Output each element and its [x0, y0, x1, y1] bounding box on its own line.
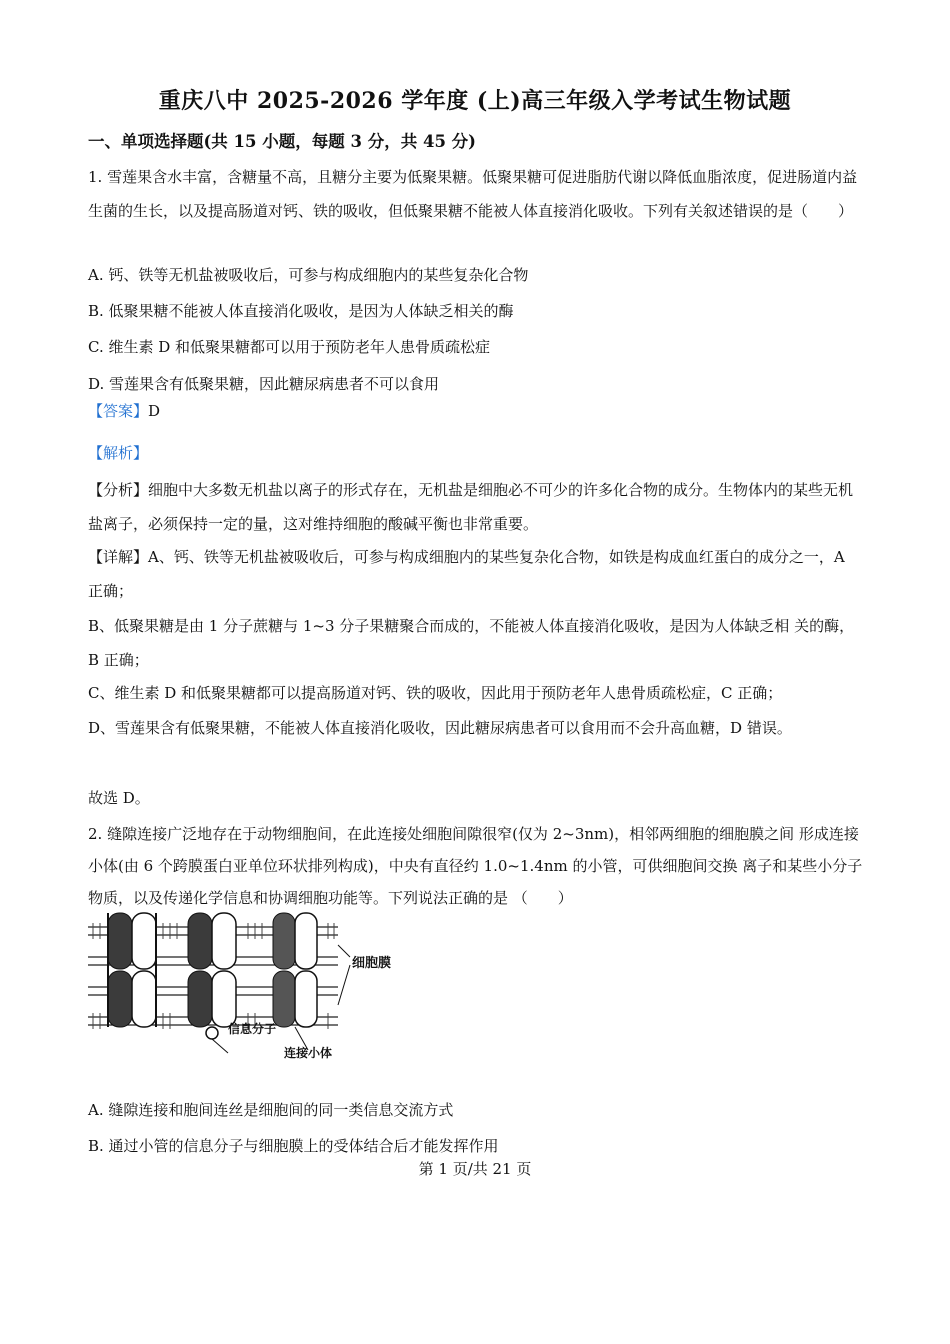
question-1-option-d: D. 雪莲果含有低聚果糖，因此糖尿病患者不可以食用: [88, 375, 440, 393]
fenxi-paragraph: [88, 473, 863, 541]
page-title: 重庆八中 2025-2026 学年度 (上)高三年级入学考试生物试题: [158, 88, 792, 114]
answer-value: D: [148, 402, 161, 420]
detail-c-paragraph: C、维生素 D 和低聚果糖都可以提高肠道对钙、铁的吸收，因此用于预防老年人患骨质疏松症，C 正确；: [88, 684, 783, 702]
label-connexon: 连接小体: [284, 1046, 333, 1060]
detail-d-paragraph: D、雪莲果含有低聚果糖，不能被人体直接消化吸收，因此糖尿病患者可以食用而不会升高血糖，D 错误。: [88, 719, 792, 737]
fenxi-text: 细胞中大多数无机盐以离子的形式存在，无机盐是细胞必不可少的许多化合物的成分。生物体内的某些无机盐离子，必须保持一定的量，这对维持细胞的酸碱平衡也非常重要。: [88, 481, 854, 533]
analysis-line: [88, 443, 868, 463]
question-1-option-c: C. 维生素 D 和低聚果糖都可以用于预防老年人患骨质疏松症: [88, 338, 491, 356]
analysis-tag: 【解析】: [88, 444, 149, 462]
question-1-option-a: A. 钙、铁等无机盐被吸收后，可参与构成细胞内的某些复杂化合物: [88, 266, 529, 284]
detail-b-paragraph: B、低聚果糖是由 1 分子蔗糖与 1~3 分子果糖聚合而成的，不能被人体直接消化吸收，是因为人体缺乏相 关的酶，B 正确；: [88, 617, 855, 669]
label-signal-molecule: 信息分子: [228, 1022, 277, 1036]
question-2-option-b: B. 通过小管的信息分子与细胞膜上的受体结合后才能发挥作用: [88, 1137, 499, 1155]
label-membrane: 细胞膜: [352, 956, 392, 971]
question-1-stem: 1. 雪莲果含水丰富，含糖量不高，且糖分主要为低聚果糖。低聚果糖可促进脂肪代谢以降低血脂浓度，促进肠道内益生菌的生长，以及提高肠道对钙、铁的吸收，但低聚果糖不能被人体直接消化吸收。下列有关叙述错误的是（ ）: [88, 168, 858, 220]
page-number: 第 1 页/共 21 页: [418, 1160, 532, 1178]
question-2-option-a: A. 缝隙连接和胞间连丝是细胞间的同一类信息交流方式: [88, 1101, 454, 1119]
section-heading: 一、单项选择题(共 15 小题，每题 3 分，共 45 分): [88, 132, 476, 151]
fenxi-tag: 【分析】: [88, 481, 149, 499]
answer-line: [88, 401, 868, 421]
question-1-option-b: B. 低聚果糖不能被人体直接消化吸收，是因为人体缺乏相关的酶: [88, 302, 514, 320]
gap-junction-diagram: [88, 905, 418, 1065]
xiangjie-paragraph: [88, 540, 863, 608]
gap-junction-figure: [88, 905, 418, 1065]
answer-tag: 【答案】: [88, 402, 149, 420]
question-2-stem: 2. 缝隙连接广泛地存在于动物细胞间，在此连接处细胞间隙很窄(仅为 2~3nm)，相邻两细胞的细胞膜之间 形成连接小体(由 6 个跨膜蛋白亚单位环状排列构成)，中央有直径约 1.0~1.4nm 的小管，可供细胞间交换 离子和某些小分子物质，以及传递化学信息和协调细胞功能等。下列说法正确的是 （ ）: [88, 825, 863, 907]
xiangjie-tag: 【详解】: [88, 548, 149, 566]
conclusion-line: 故选 D。: [88, 789, 150, 807]
detail-a-text: A、钙、铁等无机盐被吸收后，可参与构成细胞内的某些复杂化合物，如铁是构成血红蛋白的成分之一，A 正确；: [88, 548, 845, 600]
